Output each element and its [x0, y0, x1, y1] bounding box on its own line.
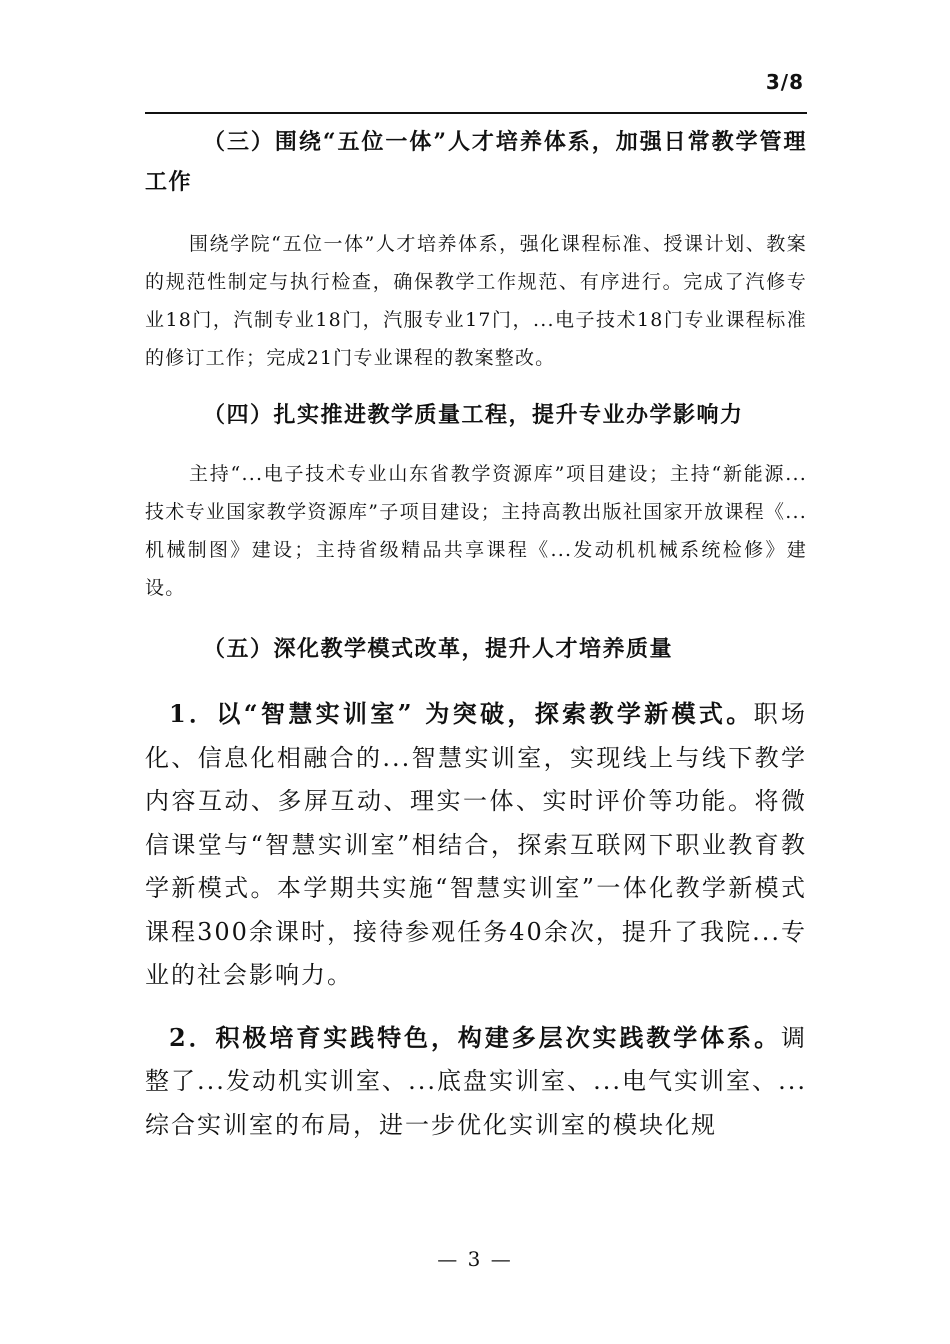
list-item-2-lead: 2．积极培育实践特色，构建多层次实践教学体系。	[169, 1022, 781, 1052]
section-heading-4: （四）扎实推进教学质量工程，提升专业办学影响力	[203, 402, 744, 428]
list-item-2-text: 调整了...发动机实训室、...底盘实训室、...电气实训室、...综合实训室的布局，进一步优化实训室的模块化规	[145, 1023, 807, 1139]
section-heading-5: （五）深化教学模式改革，提升人才培养质量	[203, 636, 674, 662]
list-item-2	[145, 1016, 807, 1148]
section-heading-3: （三）围绕“五位一体”人才培养体系，加强日常教学管理工作	[145, 129, 807, 195]
section-paragraph-3: 围绕学院“五位一体”人才培养体系，强化课程标准、授课计划、教案的规范性制定与执行检查，确保教学工作规范、有序进行。完成了汽修专业18门，汽制专业18门，汽服专业17门，...电子技术18门专业课程标准的修订工作；完成21门专业课程的教案整改。	[145, 233, 807, 369]
page-number-footer: — 3 —	[437, 1247, 513, 1271]
section-paragraph-4: 主持“...电子技术专业山东省教学资源库”项目建设；主持“新能源...技术专业国家教学资源库”子项目建设；主持高教出版社国家开放课程《...机械制图》建设；主持省级精品共享课程《...发动机机械系统检修》建设。	[145, 463, 807, 599]
list-item-1	[145, 692, 807, 998]
document-body	[145, 122, 807, 1147]
list-item-1-lead: 1．以“智慧实训室” 为突破，探索教学新模式。	[169, 699, 754, 728]
list-item-1-text: 职场化、信息化相融合的...智慧实训室，实现线上与线下教学内容互动、多屏互动、理实一体、实时评价等功能。将微信课堂与“智慧实训室”相结合，探索互联网下职业教育教学新模式。本学期共实施“智慧实训室”一体化教学新模式课程300余课时，接待参观任务40余次，提升了我院...专业的社会影响力。	[145, 700, 808, 989]
header-divider	[145, 112, 807, 114]
page-counter: 3/8	[765, 70, 804, 94]
